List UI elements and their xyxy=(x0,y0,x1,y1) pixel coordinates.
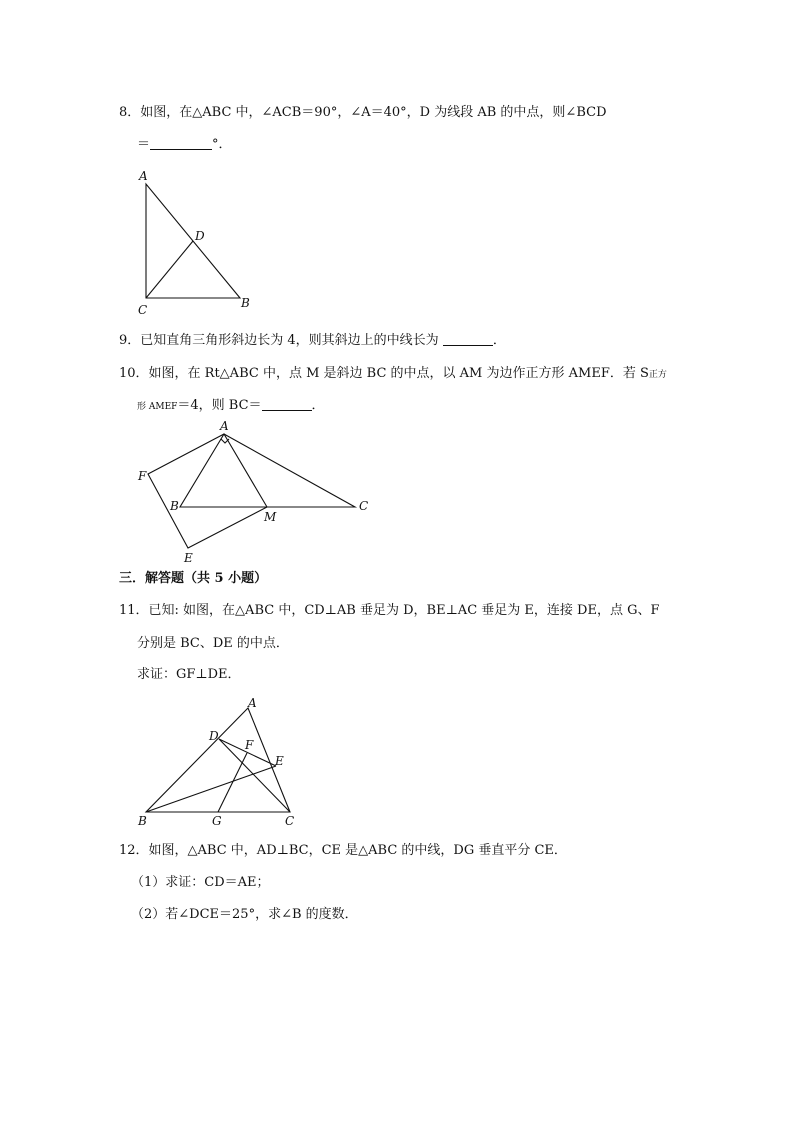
q10-equation: ＝4，则 BC＝ xyxy=(177,398,262,413)
q12-line1: 12．如图，△ABC 中，AD⊥BC，CE 是△ABC 的中线，DG 垂直平分 CE． xyxy=(119,843,567,858)
q11-label-b: B xyxy=(138,814,147,828)
q11-label-g: G xyxy=(212,814,222,828)
q11-line1: 11．已知: 如图，在△ABC 中，CD⊥AB 垂足为 D，BE⊥AC 垂足为 E，连接 DE，点 G、F xyxy=(119,603,660,618)
q8-label-d: D xyxy=(195,229,205,243)
q11-label-c: C xyxy=(285,814,295,828)
q10-label-f: F xyxy=(138,469,147,483)
q8-label-b: B xyxy=(241,296,250,310)
q11-label-a: A xyxy=(248,696,257,710)
q9-text: 9．已知直角三角形斜边长为 4，则其斜边上的中线长为 xyxy=(119,333,439,348)
q11-segment-gf xyxy=(218,753,247,812)
q11-label-d: D xyxy=(209,729,219,743)
q10-label-b: B xyxy=(170,499,179,513)
q11-label-e: E xyxy=(275,754,284,768)
section-3-title: 三．解答题（共 5 小题） xyxy=(119,571,268,586)
q8-label-a: A xyxy=(139,169,148,183)
q11-line2: 分别是 BC、DE 的中点． xyxy=(137,636,289,651)
q10-suffix: ． xyxy=(311,398,325,413)
q10-text: 10．如图，在 Rt△ABC 中，点 M 是斜边 BC 的中点，以 AM 为边作正方形 AMEF．若 S xyxy=(119,366,649,381)
q12-part1: （1）求证：CD＝AE； xyxy=(131,875,270,890)
q10-label-e: E xyxy=(184,551,193,565)
q10-subscript-2: 形 AMEF xyxy=(137,402,178,412)
q8-label-c: C xyxy=(138,303,148,317)
q11-triangle-abc xyxy=(146,708,290,812)
q10-label-c: C xyxy=(359,499,369,513)
q12-part2: （2）若∠DCE＝25°，求∠B 的度数． xyxy=(131,907,358,922)
q10-label-a: A xyxy=(220,419,229,433)
q8-equals: ＝ xyxy=(137,137,151,152)
q11-line3: 求证：GF⊥DE． xyxy=(137,667,241,682)
q11-label-f: F xyxy=(245,738,254,752)
q8-degree-suffix: °． xyxy=(212,137,232,152)
q10-subscript-1: 正方 xyxy=(648,370,667,380)
q9-suffix: ． xyxy=(492,333,506,348)
q8-line1: 8．如图，在△ABC 中，∠ACB＝90°，∠A＝40°，D 为线段 AB 的中点，则∠BCD xyxy=(119,105,607,120)
q11-segment-cd xyxy=(219,739,290,812)
q10-label-m: M xyxy=(264,510,277,524)
q11-segment-be xyxy=(146,766,276,812)
